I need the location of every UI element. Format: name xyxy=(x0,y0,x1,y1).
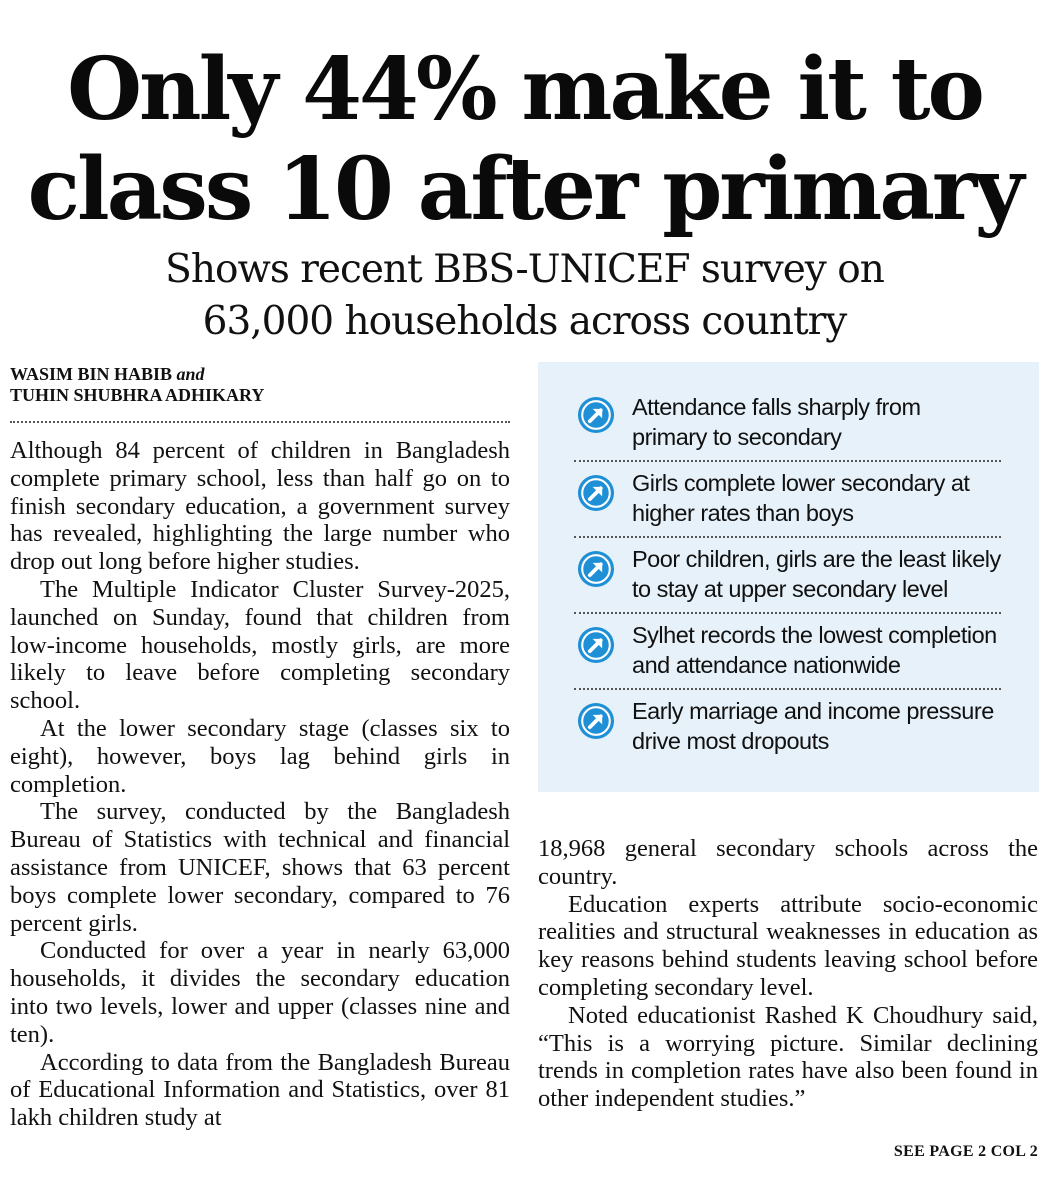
highlights-box xyxy=(538,362,1039,792)
arrow-up-right-icon xyxy=(577,702,615,740)
highlight-item xyxy=(574,690,1001,764)
article-paragraph: At the lower secondary stage (classes six to eight), however, boys lag behind girls in completion. xyxy=(10,714,510,798)
highlight-text: Attendance falls sharply from primary to secondary xyxy=(632,394,921,450)
subheadline-line-1: Shows recent BBS-UNICEF survey on xyxy=(165,247,884,292)
article-paragraph: The survey, conducted by the Bangladesh Bureau of Statistics with technical and financial assistance from UNICEF, shows that 63 percent boys complete lower secondary, compared to 76 percent girls. xyxy=(10,798,510,937)
subheadline xyxy=(0,244,1049,348)
highlight-text: Girls complete lower secondary at higher rates than boys xyxy=(632,470,970,526)
arrow-up-right-icon xyxy=(577,626,615,664)
headline-line-1: Only 44% make it to xyxy=(67,39,982,140)
byline-conjunction: and xyxy=(176,364,205,384)
article-paragraph: Although 84 percent of children in Bangladesh complete primary school, less than half go on to finish secondary education, a government survey has revealed, highlighting the large number who drop out long before higher studies. xyxy=(10,437,510,576)
headline-line-2: class 10 after primary xyxy=(27,139,1022,240)
continuation-jump-line[interactable]: SEE PAGE 2 COL 2 xyxy=(893,1143,1038,1160)
article-paragraph: The Multiple Indicator Cluster Survey-2025, launched on Sunday, found that children from low-income households, mostly girls, are more likely to leave before completing secondary school. xyxy=(10,575,510,715)
highlight-text: Poor children, girls are the least likely to stay at upper secondary level xyxy=(632,546,1001,602)
arrow-up-right-icon xyxy=(577,474,615,512)
highlight-item xyxy=(574,614,1001,690)
byline-divider xyxy=(10,421,510,423)
highlight-text: Sylhet records the lowest completion and attendance nationwide xyxy=(632,622,997,678)
byline-author-1: WASIM BIN HABIB xyxy=(10,364,173,384)
subheadline-line-2: 63,000 households across country xyxy=(202,299,847,344)
arrow-up-right-icon xyxy=(577,550,615,588)
highlight-item xyxy=(574,538,1001,614)
highlight-item xyxy=(574,384,1001,462)
headline xyxy=(0,40,1049,240)
article-paragraph: Noted educationist Rashed K Choudhury said, “This is a worrying picture. Similar declining trends in completion rates have also been found in other independent studies.” xyxy=(538,1001,1038,1113)
highlight-item xyxy=(574,462,1001,538)
highlight-text: Early marriage and income pressure drive most dropouts xyxy=(632,698,994,754)
article-paragraph: According to data from the Bangladesh Bureau of Educational Information and Statistics, over 81 lakh children study at xyxy=(10,1048,510,1132)
arrow-up-right-icon xyxy=(577,396,615,434)
article-column-right xyxy=(538,835,1038,1113)
article-paragraph: Education experts attribute socio-economic realities and structural weaknesses in education as key reasons behind students leaving school before completing secondary level. xyxy=(538,890,1038,1001)
article-paragraph: Conducted for over a year in nearly 63,000 households, it divides the secondary education into two levels, lower and upper (classes nine and ten). xyxy=(10,937,510,1048)
article-paragraph: 18,968 general secondary schools across the country. xyxy=(538,835,1038,890)
byline xyxy=(10,364,510,406)
byline-author-2: TUHIN SHUBHRA ADHIKARY xyxy=(10,385,265,405)
article-column-left xyxy=(10,437,510,1132)
